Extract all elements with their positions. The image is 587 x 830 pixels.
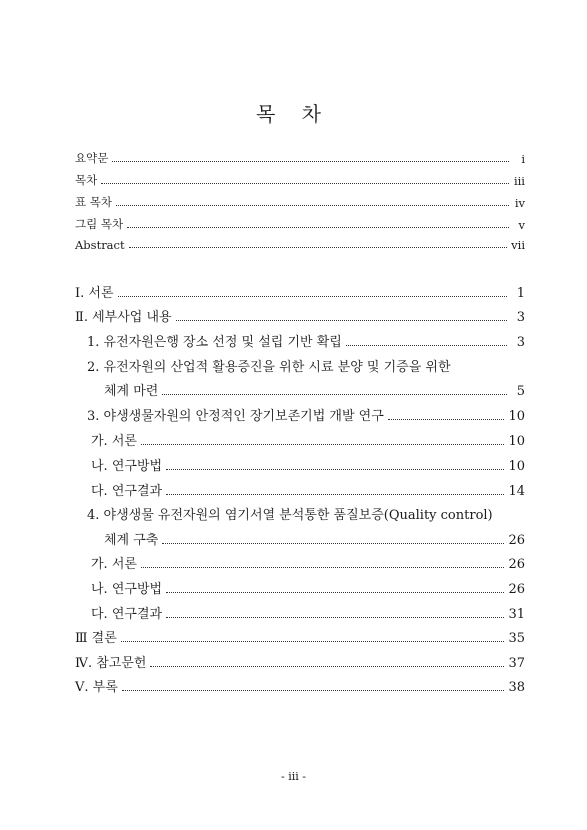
toc-entry-page: 10	[508, 434, 525, 449]
toc-entry-label: Ⅳ. 참고문헌	[75, 656, 147, 671]
toc-entry-page: iv	[514, 196, 525, 210]
leader-dots	[112, 160, 509, 162]
leader-dots	[166, 616, 504, 618]
toc-entry-figure-list[interactable]	[75, 216, 525, 232]
toc-entry-project-details[interactable]	[75, 306, 525, 325]
toc-entry-label: 나. 연구방법	[91, 459, 163, 474]
leader-dots	[118, 295, 507, 297]
toc-entry-section-2[interactable]	[104, 380, 525, 399]
toc-entry-label: 1. 유전자원은행 장소 선정 및 설립 기반 확립	[87, 335, 342, 350]
page-title: 목 차	[256, 102, 331, 126]
toc-entry-introduction[interactable]	[75, 282, 525, 301]
leader-dots	[176, 319, 507, 321]
toc-entry-page: 26	[508, 582, 525, 597]
toc-entry-contents[interactable]	[75, 172, 525, 188]
leader-dots	[116, 204, 509, 206]
toc-entry-page: 5	[516, 384, 525, 399]
toc-entry-label: Ⅲ 결론	[75, 631, 117, 646]
toc-entry-appendix[interactable]	[75, 676, 525, 695]
leader-dots	[388, 418, 505, 420]
toc-entry-page: 26	[508, 557, 525, 572]
leader-dots	[129, 246, 508, 248]
leader-dots	[162, 542, 504, 544]
toc-entry-page: 14	[508, 484, 525, 499]
toc-entry-section-1[interactable]	[87, 331, 525, 350]
leader-dots	[127, 226, 509, 228]
toc-entry-conclusion[interactable]	[75, 627, 525, 646]
leader-dots	[166, 493, 504, 495]
leader-dots	[141, 566, 505, 568]
toc-entry-label: 다. 연구결과	[91, 484, 163, 499]
leader-dots	[141, 443, 505, 445]
toc-entry-label: 체계 마련	[104, 384, 159, 399]
toc-entry-section-3a[interactable]	[91, 430, 525, 449]
toc-entry-label: 체계 구축	[104, 533, 159, 548]
toc-entry-label: 나. 연구방법	[91, 582, 163, 597]
toc-entry-page: iii	[513, 174, 525, 188]
toc-entry-section-4b[interactable]	[91, 578, 525, 597]
toc-entry-page: 37	[508, 656, 525, 671]
toc-entry-references[interactable]	[75, 652, 525, 671]
toc-entry-page: 31	[508, 607, 525, 622]
leader-dots	[150, 665, 504, 667]
toc-entry-abstract[interactable]	[75, 238, 525, 252]
toc-entry-label: 그림 목차	[75, 217, 124, 231]
toc-entry-page: 10	[508, 459, 525, 474]
toc-entry-page: 38	[508, 680, 525, 695]
toc-entry-page: 35	[508, 631, 525, 646]
toc-entry-section-3b[interactable]	[91, 455, 525, 474]
toc-entry-section-3c[interactable]	[91, 480, 525, 499]
toc-entry-summary[interactable]	[75, 150, 525, 166]
toc-entry-section-4[interactable]	[104, 529, 525, 548]
toc-entry-page: vii	[511, 238, 525, 252]
leader-dots	[121, 640, 505, 642]
toc-entry-section-4a[interactable]	[91, 553, 525, 572]
toc-entry-page: 10	[508, 409, 525, 424]
toc-entry-page: 1	[516, 286, 525, 301]
toc-entry-section-2-line1[interactable]: 2. 유전자원의 산업적 활용증진을 위한 시료 분양 및 기증을 위한	[87, 360, 451, 375]
toc-entry-page: 3	[516, 310, 525, 325]
toc-entry-page: i	[521, 152, 525, 166]
leader-dots	[166, 468, 504, 470]
toc-entry-label: Ⅰ. 서론	[75, 286, 114, 301]
toc-entry-label: 표 목차	[75, 195, 112, 209]
toc-entry-page: 3	[516, 335, 525, 350]
toc-entry-label: 가. 서론	[91, 557, 137, 572]
toc-entry-label: 3. 야생생물자원의 안정적인 장기보존기법 개발 연구	[87, 409, 384, 424]
toc-entry-table-list[interactable]	[75, 194, 525, 210]
leader-dots	[162, 393, 507, 395]
leader-dots	[122, 689, 505, 691]
leader-dots	[346, 344, 507, 346]
toc-entry-label: Ⅴ. 부록	[75, 680, 118, 695]
toc-entry-label: Abstract	[75, 238, 125, 252]
toc-entry-label: 요약문	[75, 151, 109, 165]
toc-entry-label: 다. 연구결과	[91, 607, 163, 622]
toc-entry-page: 26	[508, 533, 525, 548]
toc-entry-label: 가. 서론	[91, 434, 137, 449]
leader-dots	[166, 591, 504, 593]
toc-entry-page: v	[518, 218, 525, 232]
toc-entry-label: Ⅱ. 세부사업 내용	[75, 310, 172, 325]
leader-dots	[101, 182, 509, 184]
toc-entry-label: 목차	[75, 173, 98, 187]
toc-entry-section-4-line1[interactable]: 4. 야생생물 유전자원의 염기서열 분석통한 품질보증(Quality control)	[87, 508, 493, 523]
toc-entry-section-4c[interactable]	[91, 603, 525, 622]
page-number-footer: - iii -	[281, 770, 306, 783]
toc-entry-section-3[interactable]	[87, 405, 525, 424]
